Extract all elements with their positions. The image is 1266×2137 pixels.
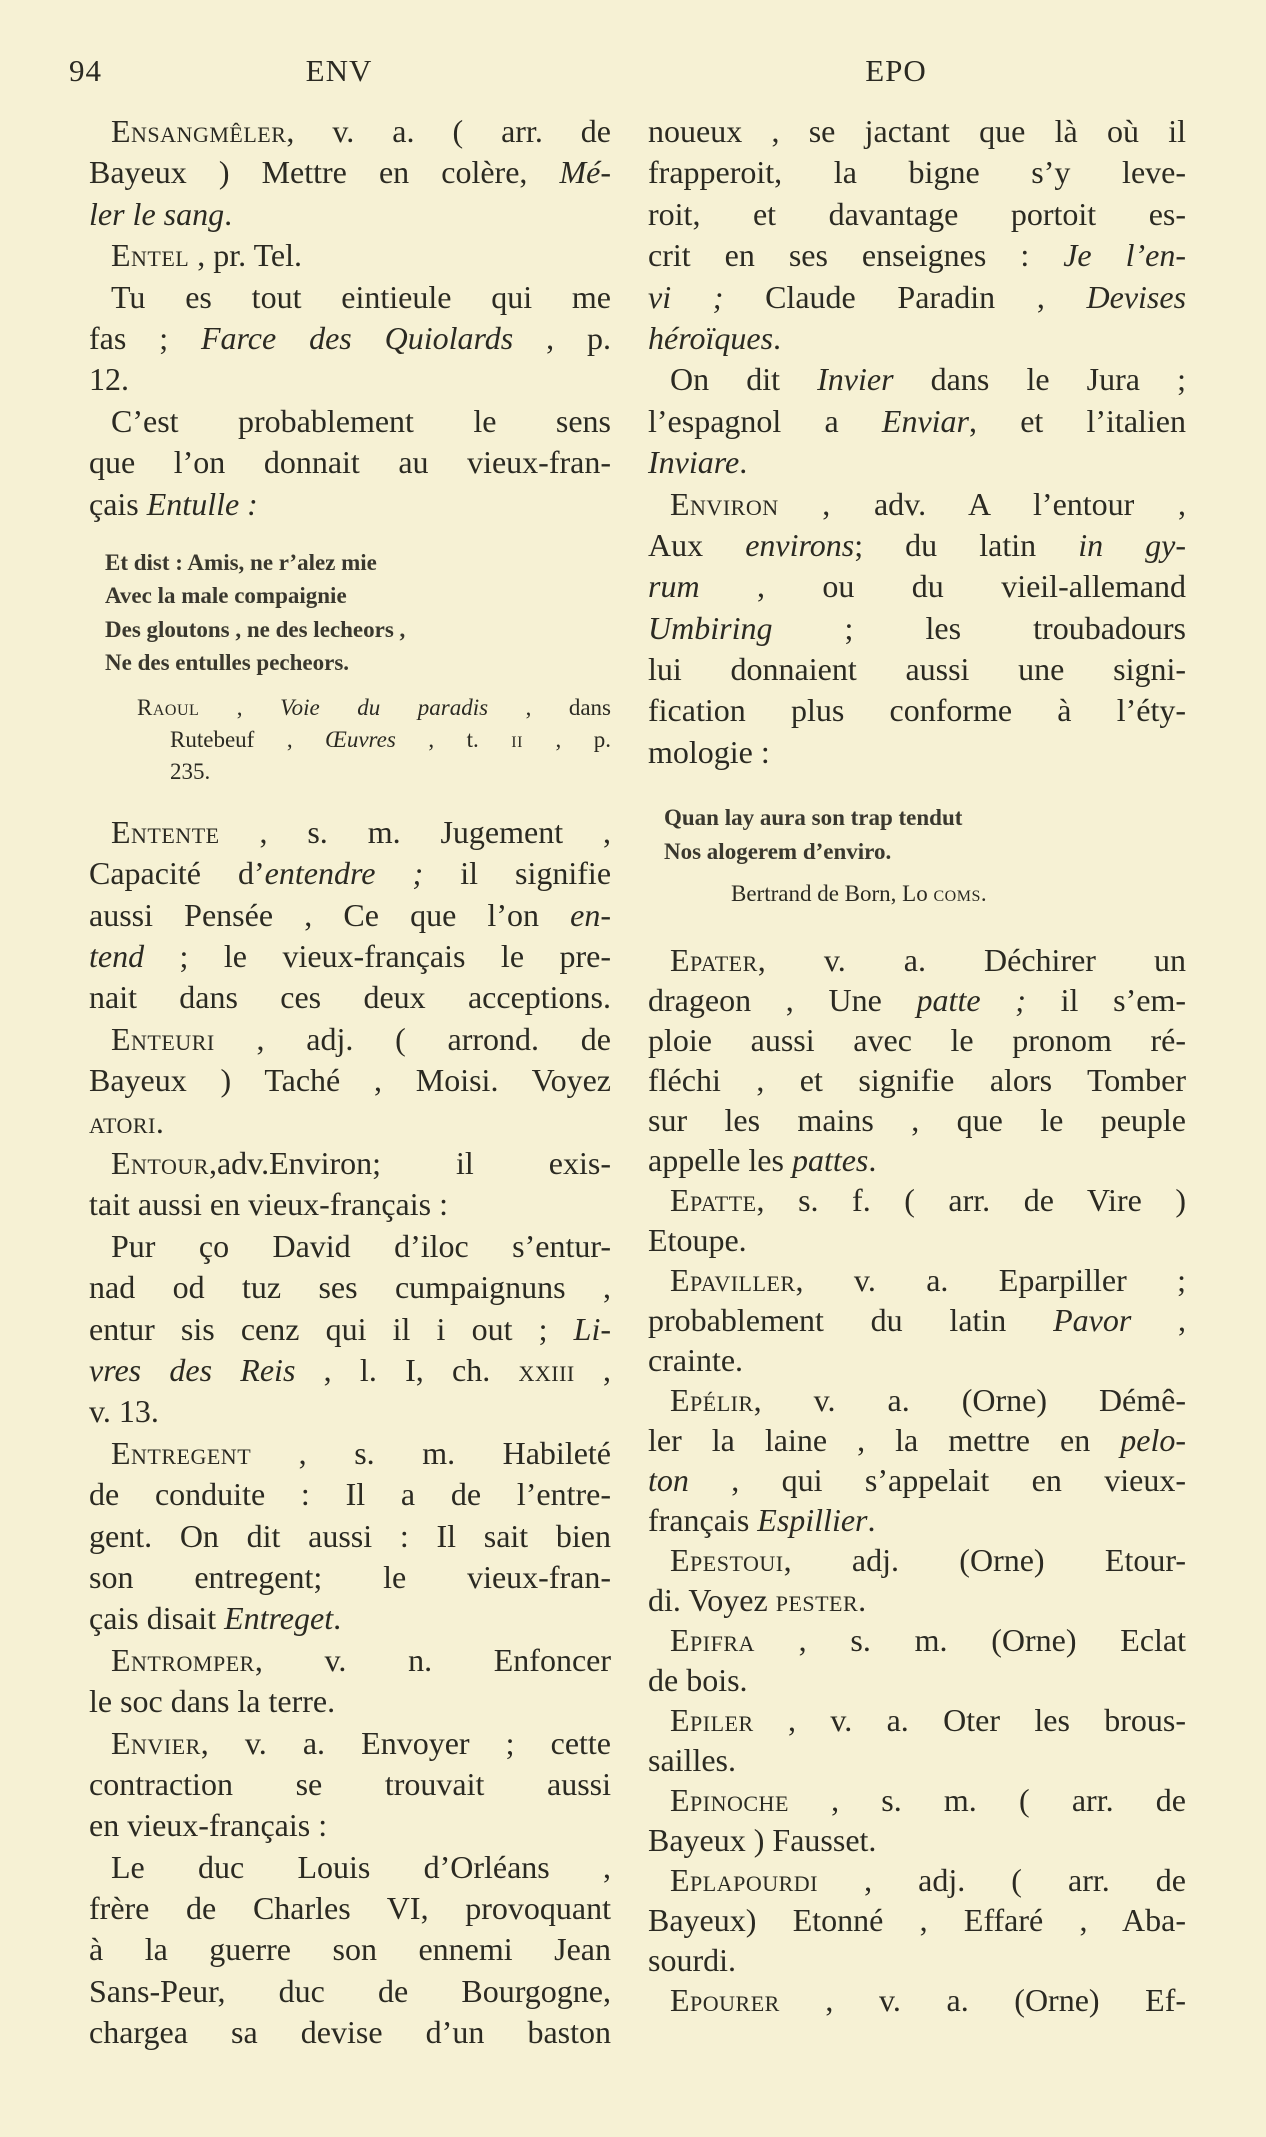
text-line [89, 895, 611, 936]
text-line [648, 359, 1186, 400]
italic-text: in gy- [1078, 526, 1187, 563]
text-line [89, 318, 611, 359]
text-run: nad od tuz ses cumpaignuns , [89, 1269, 611, 1306]
text-run: Tu es tout eintieule qui me [111, 278, 611, 315]
text-line [89, 152, 611, 193]
text-line [89, 1433, 611, 1474]
text-line [89, 756, 611, 788]
text-run: , l. I, ch. [295, 1351, 519, 1388]
text-run: contraction se trouvait aussi [89, 1765, 611, 1802]
text-run: , v. n. Enfoncer [254, 1641, 611, 1678]
running-head-left: ENV [305, 53, 373, 88]
italic-text: vres des Reis [89, 1351, 296, 1388]
text-run: frère de Charles VI, provoquant [89, 1890, 611, 1927]
text-line [648, 649, 1186, 690]
italic-text: patte ; [916, 982, 1026, 1019]
text-run: , s. f. ( arr. de Vire ) [756, 1182, 1186, 1219]
text-line [105, 613, 611, 647]
text-run: Bayeux ) Fausset. [648, 1822, 877, 1859]
italic-text: pattes [791, 1142, 869, 1179]
text-line [648, 1820, 1186, 1860]
text-run: , pr. Tel. [189, 237, 302, 274]
dictionary-entry [89, 1143, 611, 1226]
text-run: tait aussi en vieux-français : [89, 1186, 448, 1223]
text-run: , v. a. Oter les brous- [753, 1702, 1186, 1739]
text-line [89, 853, 611, 894]
verse-quotation [105, 546, 611, 680]
text-run: , v. a. Envoyer ; cette [200, 1724, 611, 1761]
small-caps-text: Epestoui [670, 1542, 784, 1579]
text-line [648, 940, 1186, 980]
small-caps-text: Environ [670, 485, 779, 522]
text-line [89, 724, 611, 756]
text-line [89, 812, 611, 853]
small-caps-text: Epatte [670, 1182, 757, 1219]
text-run: Et dist : Amis, ne r’alez mie [105, 549, 377, 575]
small-caps-text: Entromper [111, 1641, 255, 1678]
text-run: , v. a. Déchirer un [757, 942, 1186, 979]
paragraph [89, 401, 611, 525]
text-line [648, 1220, 1186, 1260]
text-run: , [199, 694, 281, 720]
text-line [648, 484, 1186, 525]
paragraph [89, 1847, 611, 2054]
text-run: , v. a. (Orne) Démê- [753, 1382, 1186, 1419]
page-number: 94 [69, 53, 102, 88]
text-run: , adj. (Orne) Etour- [783, 1542, 1186, 1579]
text-line [648, 566, 1186, 607]
text-line [648, 1780, 1186, 1820]
text-run: frapperoit, la bigne s’y leve- [648, 154, 1186, 191]
text-line [648, 1380, 1186, 1420]
text-run: ; le vieux-français le pre- [144, 938, 611, 975]
italic-text: rum [648, 568, 700, 605]
small-caps-text: Epaviller [670, 1262, 796, 1299]
text-line [648, 980, 1186, 1020]
text-run: Pur ço David d’iloc s’entur- [111, 1227, 611, 1264]
italic-text: Pavor [1053, 1302, 1132, 1339]
dictionary-entry [648, 1540, 1186, 1620]
running-head-right: EPO [865, 53, 927, 88]
text-run: . [858, 1582, 867, 1619]
small-caps-text: Entour [111, 1145, 209, 1182]
text-run: , v. a. (Orne) Ef- [779, 1982, 1186, 2019]
text-line [89, 977, 611, 1018]
text-run: fication plus conforme à l’éty- [648, 692, 1186, 729]
text-run: Nos alogerem d’enviro. [664, 838, 892, 864]
text-line [89, 1516, 611, 1557]
text-run: crainte. [648, 1342, 744, 1379]
italic-text: entendre ; [264, 855, 424, 892]
text-run: , t. [395, 726, 512, 752]
small-caps-text: Epélir [670, 1382, 754, 1419]
text-line [89, 442, 611, 483]
text-run: , qui s’appelait en vieux- [688, 1462, 1186, 1499]
text-run: appelle les [648, 1142, 792, 1179]
text-line [89, 1681, 611, 1722]
text-line [89, 111, 611, 152]
text-run: Sans-Peur, duc de Bourgogne, [89, 1972, 611, 2009]
text-run: fas ; [89, 319, 201, 356]
text-run: de conduite : Il a de l’entre- [89, 1476, 611, 1513]
text-line [648, 878, 1186, 910]
dictionary-entry [648, 1700, 1186, 1780]
text-run: chargea sa devise d’un baston [89, 2014, 611, 2051]
dictionary-entry [89, 812, 611, 1019]
text-line [89, 1971, 611, 2012]
text-run: . [867, 1502, 876, 1539]
text-line [648, 732, 1186, 773]
text-run: roit, et davantage portoit es- [648, 195, 1186, 232]
text-line [648, 1420, 1186, 1460]
dictionary-entry [89, 1019, 611, 1143]
text-run: , p. [513, 319, 612, 356]
dictionary-entry [648, 1380, 1186, 1540]
text-line [648, 1340, 1186, 1380]
italic-text: Entulle : [146, 485, 258, 522]
text-line [648, 1260, 1186, 1300]
text-run: crit en ses enseignes : [648, 237, 1064, 274]
text-line [89, 1060, 611, 1101]
text-line [664, 801, 1186, 835]
text-line [89, 1019, 611, 1060]
italic-text: héroïques [648, 319, 774, 356]
text-line [648, 111, 1186, 152]
italic-text: ton [648, 1462, 689, 1499]
text-run: , [574, 1351, 612, 1388]
text-line [89, 1474, 611, 1515]
text-run: sur les mains , que le peuple [648, 1102, 1186, 1139]
text-run: çais disait [89, 1600, 225, 1637]
text-run: Rutebeuf , [170, 726, 326, 752]
text-run: noueux , se jactant que là où il [648, 113, 1186, 149]
text-line [648, 525, 1186, 566]
citation [89, 692, 611, 788]
small-caps-text: Eplapourdi [670, 1862, 819, 1899]
text-run: il s’em- [1025, 982, 1187, 1019]
small-caps-text: coms [933, 881, 981, 907]
small-caps-text: Epifra [670, 1622, 755, 1659]
italic-text: Devises [1086, 278, 1187, 315]
text-run: ; du latin [854, 526, 1079, 563]
text-line [89, 1350, 611, 1391]
text-line [89, 1888, 611, 1929]
text-run: v. 13. [89, 1393, 159, 1430]
text-run: ,adv.Environ; il exis- [208, 1145, 611, 1182]
text-run: ; les troubadours [772, 609, 1186, 646]
paragraph [648, 359, 1186, 483]
text-line [648, 608, 1186, 649]
right-column [648, 111, 1186, 2020]
text-line [648, 1540, 1186, 1580]
text-run: à la guerre son ennemi Jean [89, 1931, 611, 1968]
text-run: dans le Jura ; [893, 361, 1186, 398]
text-line [89, 359, 611, 400]
text-run: . [868, 1142, 877, 1179]
paragraph [89, 277, 611, 401]
text-run: sourdi. [648, 1942, 736, 1979]
text-run: drageon , Une [648, 982, 917, 1019]
text-line [89, 692, 611, 724]
text-run: . [980, 881, 987, 907]
text-run: , dans [488, 694, 612, 720]
text-run: Claude Paradin , [723, 278, 1087, 315]
small-caps-text: Epourer [670, 1982, 780, 2019]
text-run: , adv. A l’entour , [778, 485, 1186, 522]
text-run: , v. a. ( arr. de [286, 113, 611, 149]
text-run: , adj. ( arr. de [818, 1862, 1186, 1899]
italic-text: Invier [817, 361, 894, 398]
small-caps-text: Epiler [670, 1702, 754, 1739]
text-line [648, 442, 1186, 483]
text-run: . [773, 319, 782, 356]
text-run: , v. a. Eparpiller ; [795, 1262, 1186, 1299]
italic-text: Mé- [559, 154, 611, 191]
italic-text: Farce des Quiolards [200, 319, 514, 356]
small-caps-text: atori [89, 1103, 156, 1140]
small-caps-text: Entregent [111, 1434, 252, 1471]
text-line [648, 1300, 1186, 1340]
text-line [89, 1557, 611, 1598]
text-run: mologie : [648, 733, 770, 770]
text-line [648, 152, 1186, 193]
text-run: C’est probablement le sens [111, 402, 611, 439]
text-line [648, 235, 1186, 276]
text-run: Aux [648, 526, 746, 563]
text-run: Capacité d’ [89, 855, 265, 892]
text-run: l’espagnol a [648, 402, 882, 439]
text-run: nait dans ces deux acceptions. [89, 979, 611, 1016]
text-run: , ou du vieil-allemand [699, 568, 1186, 605]
text-run: On dit [670, 361, 818, 398]
dictionary-entry [648, 484, 1186, 774]
text-run: Bayeux ) Mettre en colère, [89, 154, 560, 191]
italic-text: vi ; [648, 278, 724, 315]
text-run: lui donnaient aussi une signi- [648, 651, 1186, 688]
text-line [648, 1980, 1186, 2020]
text-line [648, 1020, 1186, 1060]
text-run: le soc dans la terre. [89, 1683, 336, 1720]
text-run: , p. [522, 726, 612, 752]
text-run: . [333, 1600, 342, 1637]
dictionary-entry [648, 1180, 1186, 1260]
small-caps-text: Enteuri [111, 1020, 215, 1057]
small-caps-text: Epinoche [670, 1782, 789, 1819]
italic-text: Enviar [881, 402, 969, 439]
text-run: , s. m. (Orne) Eclat [754, 1622, 1186, 1659]
text-line [648, 1940, 1186, 1980]
italic-text: Li- [573, 1310, 611, 1347]
text-line [89, 1391, 611, 1432]
text-run: Avec la male compaignie [105, 583, 347, 609]
text-line [648, 1740, 1186, 1780]
text-line [648, 1500, 1186, 1540]
italic-text: tend [89, 938, 145, 975]
text-line [89, 1764, 611, 1805]
text-line [648, 401, 1186, 442]
text-run: 12. [89, 361, 129, 398]
text-run: ler la laine , la mettre en [648, 1422, 1121, 1459]
dictionary-entry [89, 1433, 611, 1640]
text-line [648, 1460, 1186, 1500]
dictionary-entry [648, 1260, 1186, 1380]
text-run: ploie aussi avec le pronom ré- [648, 1022, 1186, 1059]
text-line [105, 546, 611, 580]
text-line [89, 484, 611, 525]
text-run: , et l’italien [969, 402, 1187, 439]
text-line [648, 1100, 1186, 1140]
paragraph [648, 111, 1186, 359]
italic-text: en- [570, 896, 611, 933]
text-line [105, 579, 611, 613]
text-run: gent. On dit aussi : Il sait bien [89, 1517, 611, 1554]
small-caps-text: Ensangmêler [111, 113, 287, 149]
italic-text: pelo- [1120, 1422, 1186, 1459]
text-run: aussi Pensée , Ce que l’on [89, 896, 571, 933]
text-line [648, 1900, 1186, 1940]
dictionary-entry [648, 1980, 1186, 2020]
italic-text: Œuvres [325, 726, 396, 752]
text-run: Le duc Louis d’Orléans , [111, 1848, 611, 1885]
text-line [105, 646, 611, 680]
text-line [89, 1226, 611, 1267]
text-run: sailles. [648, 1742, 736, 1779]
text-run: . [739, 444, 748, 481]
dictionary-entry [648, 1780, 1186, 1860]
verse-quotation [664, 801, 1186, 868]
italic-text: Voie du paradis [280, 694, 489, 720]
text-run: français [648, 1502, 758, 1539]
text-run: probablement du latin [648, 1302, 1054, 1339]
small-caps-text: Entente [111, 813, 220, 850]
text-line [648, 1860, 1186, 1900]
small-caps-text: Epater [670, 942, 758, 979]
text-line [648, 1180, 1186, 1220]
text-line [89, 1929, 611, 1970]
text-run: , s. m. ( arr. de [788, 1782, 1186, 1819]
text-line [89, 2012, 611, 2053]
text-run: , s. m. Jugement , [219, 813, 611, 850]
text-line [89, 401, 611, 442]
text-line [89, 1847, 611, 1888]
italic-text: Inviare [648, 444, 740, 481]
text-line [648, 1620, 1186, 1660]
italic-text: Entreget [224, 1600, 334, 1637]
text-run: çais [89, 485, 147, 522]
text-run: son entregent; le vieux-fran- [89, 1558, 611, 1595]
dictionary-entry [89, 1640, 611, 1723]
text-run: fléchi , et signifie alors Tomber [648, 1062, 1186, 1099]
text-run: Ne des entulles pecheors. [105, 650, 350, 676]
left-column [89, 111, 611, 2054]
small-caps-text: pester [775, 1582, 859, 1619]
text-line [89, 1640, 611, 1681]
text-run: que l’on donnait au vieux-fran- [89, 444, 611, 481]
text-line [648, 690, 1186, 731]
text-run: Des gloutons , ne des lecheors , [105, 616, 406, 642]
text-run: Quan lay aura son trap tendut [664, 805, 963, 831]
text-run: di. Voyez [648, 1582, 776, 1619]
text-line [89, 1598, 611, 1639]
italic-text: environs [745, 526, 855, 563]
dictionary-entry [89, 111, 611, 235]
text-run: . [155, 1103, 164, 1140]
text-line [89, 277, 611, 318]
text-line [89, 936, 611, 977]
italic-text: Espillier [757, 1502, 868, 1539]
dictionary-entry [648, 1620, 1186, 1700]
text-run: Bayeux ) Taché , Moisi. Voyez [89, 1062, 611, 1099]
text-line [648, 1660, 1186, 1700]
text-line [664, 835, 1186, 869]
text-line [89, 235, 611, 276]
text-run: de bois. [648, 1662, 748, 1699]
dictionary-entry [648, 940, 1186, 1180]
small-caps-text: ii [511, 726, 523, 752]
citation [648, 878, 1186, 910]
text-run: 235. [170, 758, 211, 784]
text-line [89, 1309, 611, 1350]
text-line [89, 1267, 611, 1308]
text-line [648, 1700, 1186, 1740]
text-run: . [224, 195, 233, 232]
small-caps-text: Entel [111, 237, 190, 274]
text-run: Bertrand de Born, Lo [731, 881, 934, 907]
text-line [648, 1060, 1186, 1100]
text-line [648, 318, 1186, 359]
paragraph [89, 1226, 611, 1433]
dictionary-entry [89, 235, 611, 276]
text-line [89, 194, 611, 235]
text-run: en vieux-français : [89, 1807, 328, 1844]
small-caps-text: Envier [111, 1724, 201, 1761]
text-line [648, 194, 1186, 235]
italic-text: ler le sang [89, 195, 225, 232]
text-line [648, 277, 1186, 318]
italic-text: Umbiring [648, 609, 773, 646]
text-line [89, 1143, 611, 1184]
text-line [89, 1184, 611, 1225]
text-run: entur sis cenz qui il i out ; [89, 1310, 574, 1347]
text-run: , [1131, 1302, 1187, 1339]
text-line [648, 1580, 1186, 1620]
text-line [89, 1723, 611, 1764]
dictionary-entry [648, 1860, 1186, 1980]
italic-text: Je l’en- [1063, 237, 1187, 274]
text-run: , adj. ( arrond. de [214, 1020, 611, 1057]
text-line [89, 1805, 611, 1846]
small-caps-text: xxiii [518, 1351, 575, 1388]
text-line [648, 1140, 1186, 1180]
text-line [89, 1102, 611, 1143]
text-run: , s. m. Habileté [251, 1434, 611, 1471]
text-run: il signifie [423, 855, 612, 892]
text-run: Bayeux) Etonné , Effaré , Aba- [648, 1902, 1186, 1939]
text-run: Etoupe. [648, 1222, 747, 1259]
dictionary-entry [89, 1723, 611, 1847]
small-caps-text: Raoul [137, 694, 200, 720]
